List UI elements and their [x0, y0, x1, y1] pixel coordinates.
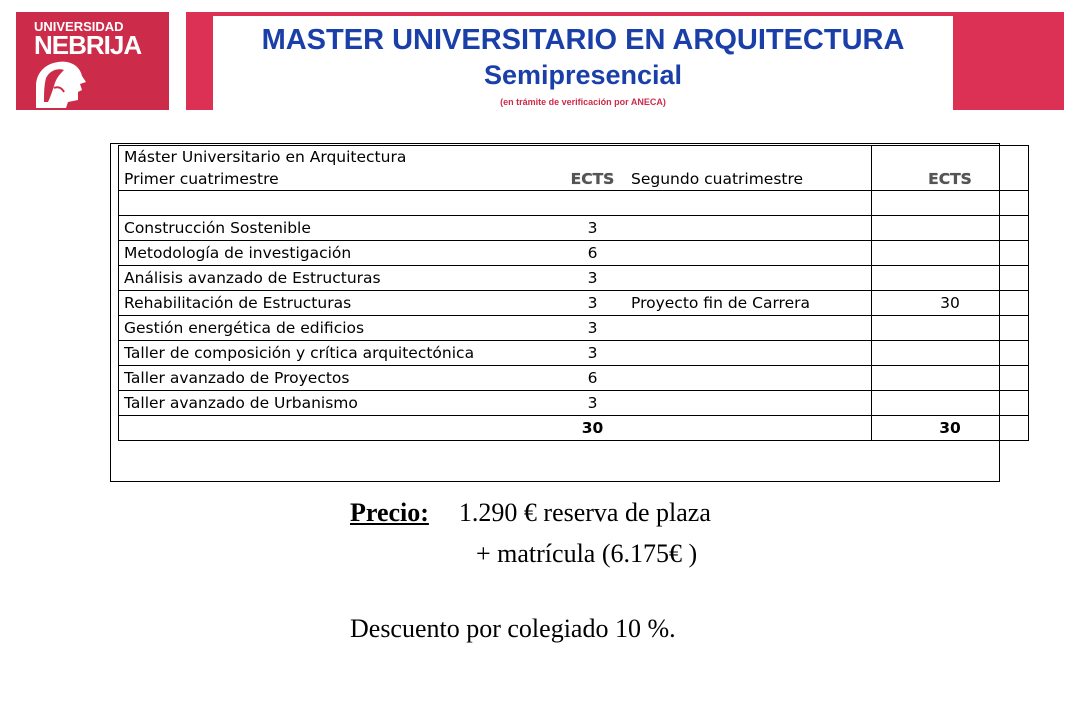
ects-first: 3 — [559, 316, 626, 341]
ects-first: 6 — [559, 366, 626, 391]
price-label: Precio: — [350, 498, 429, 527]
ects-first: 3 — [559, 291, 626, 316]
table-row-empty — [119, 191, 1029, 216]
total-second: 30 — [872, 416, 1029, 441]
subject-first: Análisis avanzado de Estructuras — [119, 266, 560, 291]
subject-first: Metodología de investigación — [119, 241, 560, 266]
ects-second: 30 — [872, 291, 1029, 316]
table-row — [119, 291, 1029, 316]
ects-first: 3 — [559, 341, 626, 366]
table-row — [119, 341, 1029, 366]
empty-cell — [872, 191, 1029, 216]
subject-second — [626, 241, 872, 266]
ects-second — [872, 266, 1029, 291]
ects-second — [872, 316, 1029, 341]
table-total-row — [119, 416, 1029, 441]
ects-second — [872, 341, 1029, 366]
discount-text: Descuento por colegiado 10 %. — [350, 614, 676, 643]
ects-first: 3 — [559, 266, 626, 291]
ects-first: 6 — [559, 241, 626, 266]
price-enrollment: + matrícula (6.175€ ) — [476, 539, 698, 568]
ects-second — [872, 241, 1029, 266]
table-row — [119, 241, 1029, 266]
subject-second: Proyecto fin de Carrera — [626, 291, 872, 316]
empty-cell — [626, 191, 872, 216]
nebrija-profile-icon — [32, 56, 92, 110]
subject-second — [626, 266, 872, 291]
price-line — [350, 498, 711, 528]
university-logo — [16, 12, 169, 110]
subject-second — [626, 316, 872, 341]
ects-header-1: ECTS — [559, 146, 626, 191]
subject-second — [626, 391, 872, 416]
table-row — [119, 216, 1029, 241]
ects-first: 3 — [559, 391, 626, 416]
empty-cell — [559, 191, 626, 216]
subject-first: Taller avanzado de Proyectos — [119, 366, 560, 391]
subject-second — [626, 366, 872, 391]
header-cell-first-term — [119, 146, 560, 191]
credits-table — [118, 145, 1029, 441]
verification-note: (en trámite de verificación por ANECA) — [500, 97, 666, 107]
subject-first: Taller avanzado de Urbanismo — [119, 391, 560, 416]
ects-header-2: ECTS — [872, 146, 1029, 191]
table-row — [119, 266, 1029, 291]
logo-line1: UNIVERSIDAD — [34, 19, 124, 34]
table-row — [119, 366, 1029, 391]
second-term-header: Segundo cuatrimestre — [626, 146, 872, 191]
table-header-row — [119, 146, 1029, 191]
logo-line2: NEBRIJA — [34, 30, 142, 60]
ects-second — [872, 391, 1029, 416]
page-subtitle: Semipresencial — [483, 60, 683, 90]
empty-cell — [119, 416, 560, 441]
page-title: MASTER UNIVERSITARIO EN ARQUITECTURA — [261, 24, 905, 56]
subject-first: Rehabilitación de Estructuras — [119, 291, 560, 316]
empty-cell — [119, 191, 560, 216]
table-caption: Máster Universitario en Arquitectura — [124, 148, 407, 166]
empty-cell — [626, 416, 872, 441]
table-row — [119, 391, 1029, 416]
subject-first: Gestión energética de edificios — [119, 316, 560, 341]
ects-second — [872, 366, 1029, 391]
ects-first: 3 — [559, 216, 626, 241]
table-row — [119, 316, 1029, 341]
first-term-header: Primer cuatrimestre — [124, 170, 279, 188]
subject-second — [626, 216, 872, 241]
price-value: 1.290 € reserva de plaza — [458, 498, 711, 527]
total-first: 30 — [559, 416, 626, 441]
subject-first: Taller de composición y crítica arquitectónica — [119, 341, 560, 366]
subject-second — [626, 341, 872, 366]
subject-first: Construcción Sostenible — [119, 216, 560, 241]
ects-second — [872, 216, 1029, 241]
